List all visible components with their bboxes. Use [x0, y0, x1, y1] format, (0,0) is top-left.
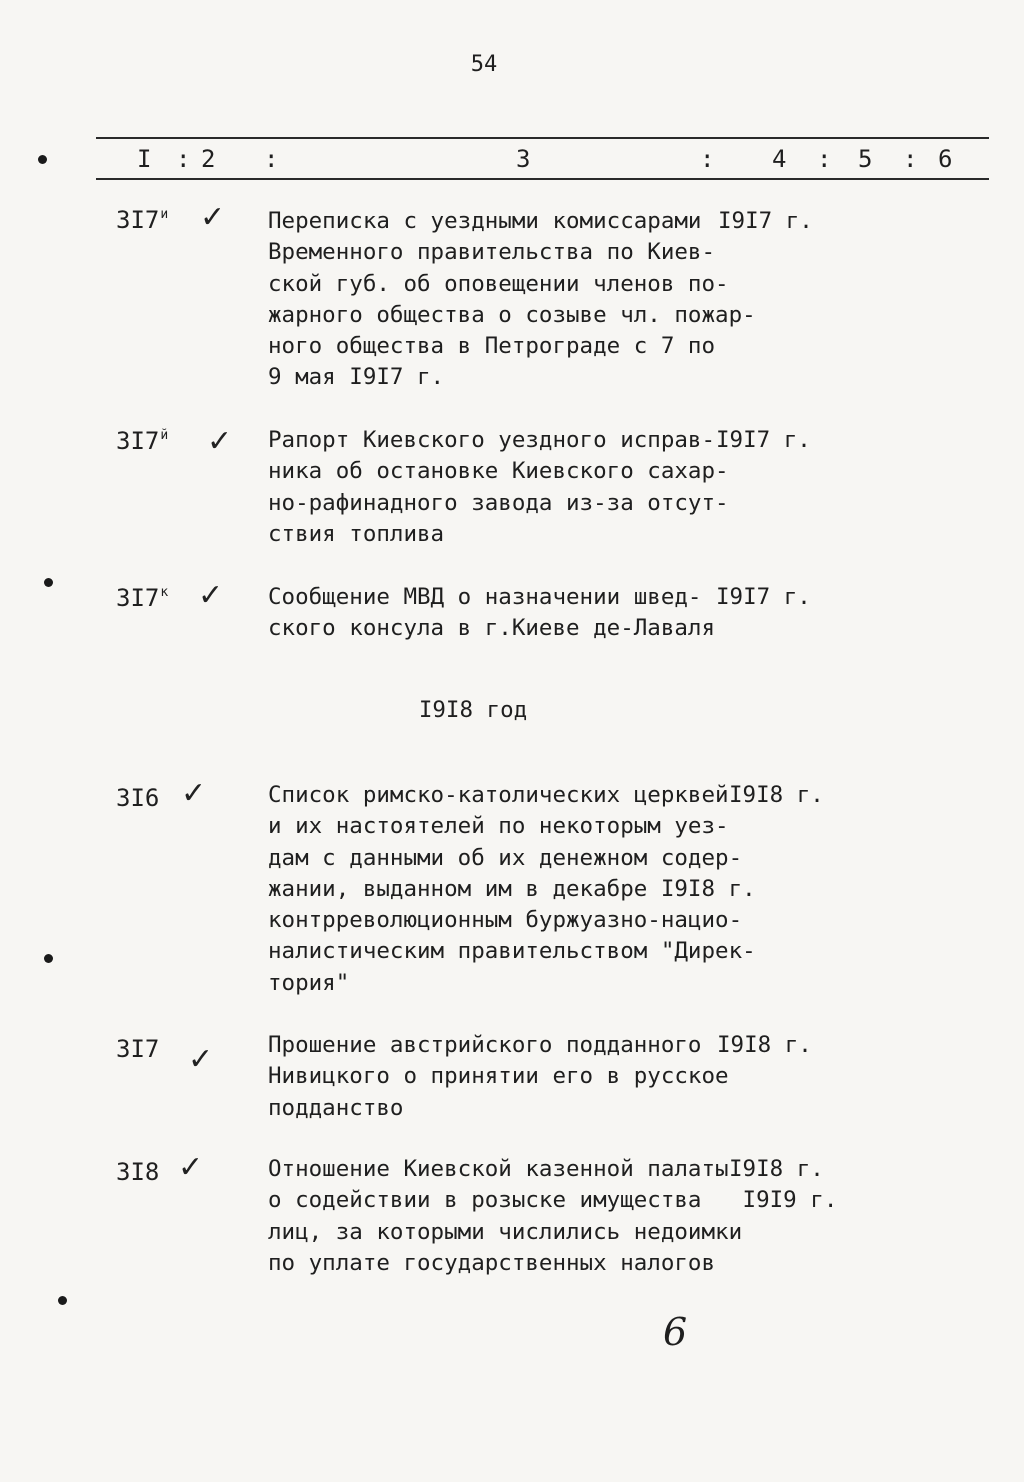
punch-hole-mark	[44, 578, 53, 587]
entry-description: Список римско-католических церквей и их настоятелей по некоторым уез- дам с данными об их денежном содер- жании, выданном им в декабре I9I8 г. контрреволюционным буржуазно-нацио- налистическим правительством "Дирек- тория"	[268, 782, 756, 996]
column-separator: :	[903, 145, 918, 173]
page-number: 54	[470, 52, 498, 77]
column-separator: :	[700, 145, 715, 173]
punch-hole-mark	[38, 155, 47, 164]
entry-number	[116, 784, 159, 812]
entry-number-suffix: и	[160, 207, 169, 222]
entry-date: I9I8 г.	[717, 1032, 812, 1058]
entry-number-value: 3I8	[116, 1158, 160, 1186]
entry-number	[116, 1158, 159, 1186]
checkmark-icon: ✓	[198, 578, 224, 613]
checkmark-icon: ✓	[200, 200, 226, 235]
column-header-1: I	[137, 145, 152, 173]
column-header-2: 2	[201, 145, 216, 173]
entry-description: Переписка с уездными комиссарами Временного правительства по Киев- ской губ. об оповещении членов по- жарного общества о созыве чл. пожар- ного общества в Петрограде с 7 по 9 мая I9I7 г.	[268, 208, 756, 391]
entry-number-value: 3I7	[116, 584, 160, 612]
entry-number-value: 3I7	[116, 427, 160, 455]
column-header-3: 3	[516, 145, 531, 173]
entry-date: I9I7 г.	[718, 208, 813, 234]
entry-number-suffix: к	[160, 585, 169, 600]
entry-date: I9I7 г.	[716, 584, 811, 610]
entry-number-suffix: й	[160, 428, 169, 443]
checkmark-icon: ✓	[188, 1042, 214, 1077]
column-header-6: 6	[938, 145, 953, 173]
column-separator: :	[176, 145, 191, 173]
header-bottom-rule	[96, 178, 989, 180]
entry-description: Прошение австрийского подданного Нивицкого о принятии его в русское подданство	[268, 1032, 729, 1121]
handwritten-mark: 6	[663, 1310, 688, 1354]
entry-date: I9I8 г. I9I9 г.	[729, 1156, 838, 1214]
entry-number	[116, 1035, 159, 1063]
entry-number-value: 3I7	[116, 206, 160, 234]
entry-number	[116, 584, 168, 612]
entry-date: I9I8 г.	[729, 782, 824, 808]
column-separator: :	[817, 145, 832, 173]
entry-description: Отношение Киевской казенной палаты о содействии в розыске имущества лиц, за которыми числились недоимки по уплате государственных налогов	[268, 1156, 743, 1276]
checkmark-icon: ✓	[181, 776, 207, 811]
column-header-4: 4	[772, 145, 787, 173]
header-top-rule	[96, 137, 989, 139]
column-header-5: 5	[858, 145, 873, 173]
entry-description: Сообщение МВД о назначении швед- ского консула в г.Киеве де-Лаваля	[268, 584, 716, 642]
checkmark-icon: ✓	[207, 424, 233, 459]
punch-hole-mark	[44, 954, 53, 963]
entry-number-value: 3I6	[116, 784, 160, 812]
entry-number-value: 3I7	[116, 1035, 160, 1063]
section-heading-year: I9I8 год	[418, 697, 528, 723]
punch-hole-mark	[58, 1296, 67, 1305]
entry-number	[116, 427, 168, 455]
column-separator: :	[264, 145, 279, 173]
entry-number	[116, 206, 168, 234]
entry-description: Рапорт Киевского уездного исправ- ника об остановке Киевского сахар- но-рафинадного завода из-за отсут- ствия топлива	[268, 427, 729, 547]
checkmark-icon: ✓	[178, 1150, 204, 1185]
entry-date: I9I7 г.	[716, 427, 811, 453]
